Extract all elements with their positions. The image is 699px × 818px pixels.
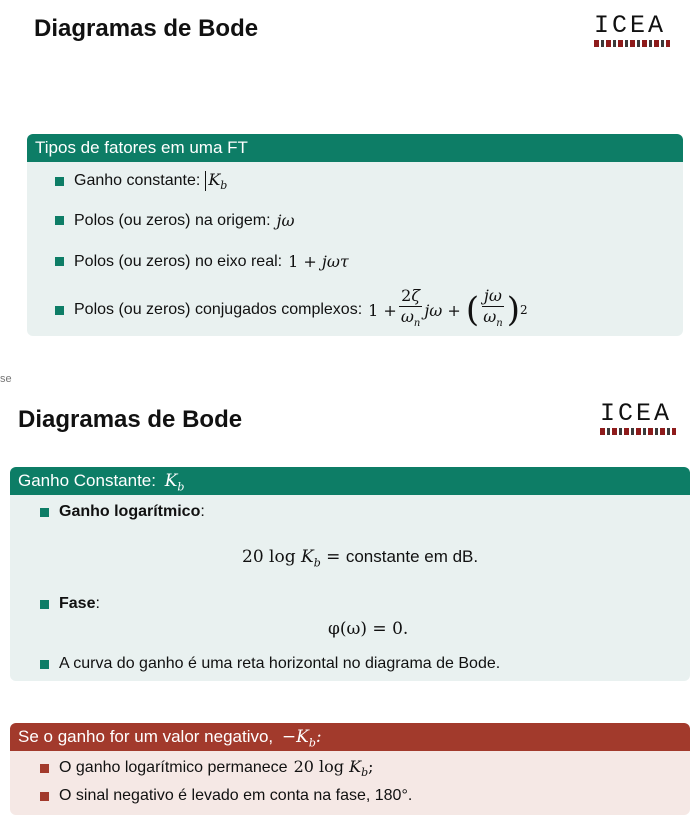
list-item <box>40 757 374 779</box>
block-title: Ganho Constante: $K_b$ <box>10 467 690 495</box>
logo-text: ICEA <box>594 11 667 40</box>
item-text: A curva do ganho é uma reta horizontal no diagrama de Bode. <box>59 655 501 672</box>
item-math: 20 $\log K_b$; <box>293 757 374 780</box>
block-body <box>27 162 683 336</box>
item-label: Fase <box>59 595 96 612</box>
item-label: Ganho logarítmico <box>59 503 201 520</box>
bullet-icon <box>40 764 49 773</box>
list-item <box>40 787 412 805</box>
slide-1 <box>0 0 699 368</box>
item-text: Polos (ou zeros) no eixo real: <box>74 252 283 270</box>
item-text: O sinal negativo é levado em conta na fase, 180°. <box>59 787 413 804</box>
bullet-icon <box>55 177 64 186</box>
block-title: Tipos de fatores em uma FT <box>27 134 683 162</box>
factor-types-block <box>27 134 683 336</box>
list-item <box>55 170 227 192</box>
bullet-icon <box>55 306 64 315</box>
phase-equation: φ(ω) = 0. <box>328 619 409 639</box>
item-math: 1 + jωτ <box>288 252 349 271</box>
logo-bar <box>600 428 676 435</box>
bullet-icon <box>40 660 49 669</box>
bullet-icon <box>40 600 49 609</box>
list-item: Fase : <box>40 595 100 613</box>
icea-logo <box>594 11 676 54</box>
slide-title: Diagramas de Bode <box>34 15 259 42</box>
bullet-icon <box>40 508 49 517</box>
item-text: Polos (ou zeros) conjugados complexos: <box>74 301 363 319</box>
side-label: se <box>0 373 12 385</box>
list-item <box>40 655 500 673</box>
slide-2 <box>0 392 699 818</box>
negative-gain-alert-block <box>10 723 690 815</box>
constant-gain-block <box>10 467 690 681</box>
bullet-icon <box>55 216 64 225</box>
logo-bar <box>594 40 670 47</box>
item-math: jω <box>276 211 295 230</box>
bullet-icon <box>55 257 64 266</box>
list-item <box>55 211 295 230</box>
icea-logo <box>600 399 682 442</box>
list-item <box>55 252 349 271</box>
bullet-icon <box>40 792 49 801</box>
item-text: Ganho constante: <box>74 172 201 190</box>
item-text: Polos (ou zeros) na origem: <box>74 211 271 229</box>
slide-title: Diagramas de Bode <box>18 406 243 433</box>
alert-title: Se o ganho for um valor negativo, $-K_b$: <box>10 723 690 751</box>
item-math: $K_b$ <box>208 170 228 193</box>
item-text: O ganho logarítmico permanece <box>59 759 288 777</box>
list-item <box>55 286 528 334</box>
item-math: 1 + $\frac{2\zeta}{\omega_n}$ jω + ( $\frac{j\omega}{\omega_n}$ ) 2 <box>368 286 528 331</box>
list-item: Ganho logarítmico : <box>40 503 205 521</box>
alert-body <box>10 751 690 815</box>
gain-equation: 20 $\log K_b$ = constante em dB. <box>242 547 479 570</box>
text-cursor <box>205 171 206 191</box>
block-body <box>10 495 690 681</box>
logo-text: ICEA <box>600 399 673 428</box>
